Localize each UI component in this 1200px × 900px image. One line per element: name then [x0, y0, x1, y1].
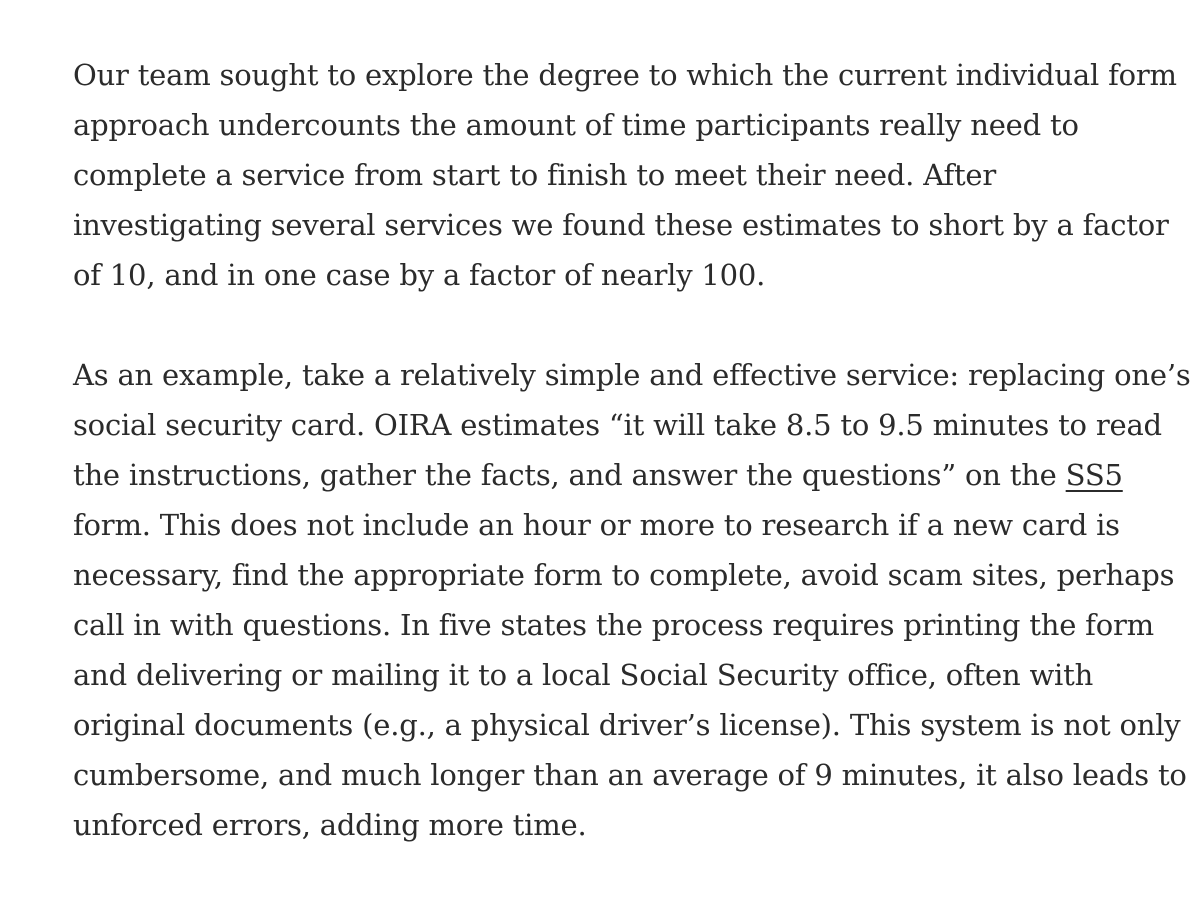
text-line: and delivering or mailing it to a local Social Security office, often with — [73, 658, 1094, 692]
text-line: Our team sought to explore the degree to which the current individual form — [73, 58, 1177, 92]
text-line: necessary, find the appropriate form to complete, avoid scam sites, perhaps — [73, 558, 1175, 592]
text-line: cumbersome, and much longer than an average of 9 minutes, it also leads to — [73, 758, 1187, 792]
paragraph-2 — [73, 350, 1191, 850]
text-line: investigating several services we found these estimates to short by a factor — [73, 208, 1169, 242]
text-line: social security card. OIRA estimates “it will take 8.5 to 9.5 minutes to read — [73, 408, 1162, 442]
text-line: unforced errors, adding more time. — [73, 808, 587, 842]
text-line: call in with questions. In five states the process requires printing the form — [73, 608, 1154, 642]
article-body — [73, 50, 1191, 900]
text-line: approach undercounts the amount of time participants really need to — [73, 108, 1079, 142]
text-line: original documents (e.g., a physical driver’s license). This system is not only — [73, 708, 1181, 742]
paragraph-1 — [73, 50, 1177, 300]
text-line: form. This does not include an hour or more to research if a new card is — [73, 508, 1120, 542]
text-line: of 10, and in one case by a factor of nearly 100. — [73, 258, 766, 292]
text-line: complete a service from start to finish to meet their need. After — [73, 158, 997, 192]
ss5-form-link[interactable]: SS5 — [1065, 458, 1123, 492]
text-segment: the instructions, gather the facts, and answer the questions” on the — [73, 458, 1066, 492]
text-line-with-link — [73, 450, 1153, 500]
text-line: As an example, take a relatively simple and effective service: replacing one’s — [73, 358, 1191, 392]
